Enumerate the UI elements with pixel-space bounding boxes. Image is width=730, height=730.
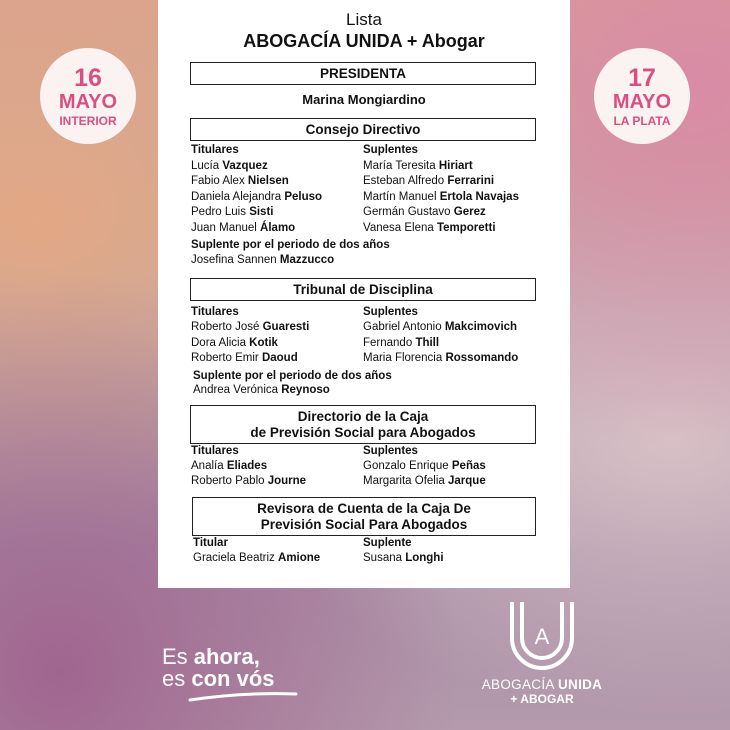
titulares-label: Titulares bbox=[191, 445, 239, 457]
candidate: Graciela Beatriz Amione bbox=[193, 552, 321, 564]
candidate: Pedro Luis Sisti bbox=[191, 206, 274, 218]
date-day: 17 bbox=[628, 63, 656, 92]
logo-sub: + ABOGAR bbox=[510, 692, 574, 706]
candidate: Roberto Emir Daoud bbox=[191, 352, 298, 364]
candidate: Vanesa Elena Temporetti bbox=[363, 222, 496, 234]
date-day: 16 bbox=[74, 63, 102, 92]
section-heading-revisora bbox=[192, 497, 536, 536]
candidate: Martín Manuel Ertola Navajas bbox=[363, 191, 519, 203]
date-place: LA PLATA bbox=[613, 113, 671, 128]
candidate: Gabriel Antonio Makcimovich bbox=[363, 321, 518, 333]
section-heading-tribunal: Tribunal de Disciplina bbox=[190, 278, 536, 301]
candidate: Dora Alicia Kotik bbox=[191, 337, 278, 349]
candidate: Roberto José Guaresti bbox=[191, 321, 310, 333]
candidate: Fabio Alex Nielsen bbox=[191, 175, 289, 187]
extra-suplente-label: Suplente por el periodo de dos años bbox=[191, 239, 390, 251]
suplentes-label: Suplentes bbox=[363, 306, 418, 318]
suplentes-label: Suplentes bbox=[363, 144, 418, 156]
titulares-label: Titulares bbox=[191, 144, 239, 156]
candidate: Susana Longhi bbox=[363, 552, 444, 564]
date-badge-la-plata bbox=[594, 48, 690, 144]
campaign-slogan: Es ahora, es con vós bbox=[162, 644, 275, 691]
candidate: Josefina Sannen Mazzucco bbox=[191, 254, 335, 266]
date-place: INTERIOR bbox=[59, 113, 117, 128]
candidate: Roberto Pablo Journe bbox=[191, 475, 307, 487]
extra-suplente-label: Suplente por el periodo de dos años bbox=[193, 370, 392, 382]
suplentes-label: Suplentes bbox=[363, 445, 418, 457]
logo-brand: ABOGACÍA UNIDA bbox=[481, 677, 603, 692]
candidate: Andrea Verónica Reynoso bbox=[193, 384, 330, 396]
candidate: Margarita Ofelia Jarque bbox=[363, 475, 486, 487]
candidate: Germán Gustavo Gerez bbox=[363, 206, 486, 218]
suplente-label: Suplente bbox=[363, 537, 412, 549]
heading-line2: de Previsión Social para Abogados bbox=[250, 425, 476, 440]
slogan-underline-swoosh bbox=[188, 690, 298, 704]
candidate: Esteban Alfredo Ferrarini bbox=[363, 175, 495, 187]
candidate-list-paper bbox=[158, 0, 570, 588]
candidate: Maria Florencia Rossomando bbox=[363, 352, 519, 364]
date-month: MAYO bbox=[612, 90, 672, 113]
candidate: Daniela Alejandra Peluso bbox=[191, 191, 323, 203]
date-month: MAYO bbox=[58, 90, 118, 113]
candidate: Juan Manuel Álamo bbox=[191, 222, 296, 234]
section-heading-presidenta: PRESIDENTA bbox=[190, 62, 536, 85]
heading-line1: Revisora de Cuenta de la Caja De bbox=[257, 501, 471, 516]
section-heading-consejo: Consejo Directivo bbox=[190, 118, 536, 141]
logo-emblem-icon bbox=[504, 598, 580, 670]
titulares-label: Titulares bbox=[191, 306, 239, 318]
candidate: Analía Eliades bbox=[191, 460, 268, 472]
section-heading-directorio bbox=[190, 405, 536, 444]
list-title-line1: Lista bbox=[346, 10, 382, 29]
heading-line1: Directorio de la Caja bbox=[297, 409, 429, 424]
president-name: Marina Mongiardino bbox=[302, 92, 426, 107]
candidate: Gonzalo Enrique Peñas bbox=[363, 460, 486, 472]
heading-line2: Previsión Social Para Abogados bbox=[260, 517, 468, 532]
date-badge-interior bbox=[40, 48, 136, 144]
candidate: María Teresita Hiriart bbox=[363, 160, 473, 172]
logo-letter: A bbox=[534, 624, 550, 649]
candidate: Lucía Vazquez bbox=[191, 160, 268, 172]
list-title bbox=[158, 10, 570, 52]
abogacia-unida-logo bbox=[472, 598, 612, 706]
titular-label: Titular bbox=[193, 537, 228, 549]
candidate: Fernando Thill bbox=[363, 337, 440, 349]
list-title-line2: ABOGACÍA UNIDA + Abogar bbox=[243, 31, 485, 51]
